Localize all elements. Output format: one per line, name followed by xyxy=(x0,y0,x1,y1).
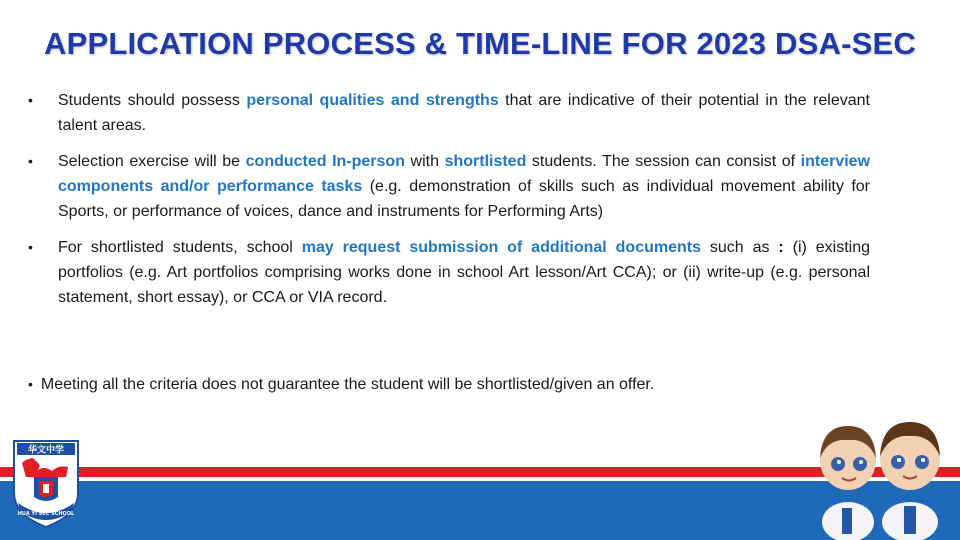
highlight-text: shortlisted xyxy=(444,153,527,170)
highlight-text: may request submission of additional documents xyxy=(301,239,701,256)
bullet-text: with xyxy=(404,153,445,170)
bullet-text: Students should possess xyxy=(58,92,247,109)
school-crest-logo xyxy=(12,437,80,529)
logo-english-text: HUA YI SEC SCHOOL xyxy=(17,511,75,517)
bullet-dot: • xyxy=(28,92,33,108)
highlight-text: conducted In-person xyxy=(245,153,405,170)
bold-colon: : xyxy=(778,239,784,256)
bullet-text: such as xyxy=(701,239,779,256)
school-mascots xyxy=(808,418,958,540)
bullet-item-selection xyxy=(28,149,870,224)
bullet-text: For shortlisted students, school xyxy=(58,239,302,256)
bullet-item-disclaimer xyxy=(28,372,654,397)
logo-chinese-text: 华文中学 xyxy=(27,445,65,456)
slide-title: APPLICATION PROCESS & TIME-LINE FOR 2023 DSA-SEC xyxy=(44,26,916,61)
bullet-list xyxy=(28,88,870,310)
bullet-dot: • xyxy=(28,153,33,169)
highlight-text: personal qualities and strengths xyxy=(246,92,499,109)
bullet-text: (e.g. demonstration of skills such as individual movement ability for Sports, or performance of voices, dance and instruments for Performing Arts) xyxy=(58,178,871,220)
bullet-dot: • xyxy=(28,239,33,255)
mascot-left xyxy=(820,426,876,540)
highlight-text: interview components and/or performance tasks xyxy=(58,153,871,195)
bullet-text: Meeting all the criteria does not guarantee the student will be shortlisted/given an offer. xyxy=(40,376,655,393)
bullet-text: that are indicative of their potential in the relevant talent areas. xyxy=(58,92,870,134)
bullet-text: (i) existing portfolios (e.g. Art portfolios comprising works done in school Art lesson/Art CCA); or (ii) write-up (e.g. personal statement, short essay), or CCA or VIA record. xyxy=(58,239,871,306)
bullet-item-documents xyxy=(28,235,870,310)
bullet-text: Selection exercise will be xyxy=(58,153,246,170)
bullet-text: students. The session can consist of xyxy=(526,153,801,170)
bullet-dot: • xyxy=(28,376,33,392)
mascot-right xyxy=(880,422,940,540)
bullet-item-qualities xyxy=(28,88,870,138)
